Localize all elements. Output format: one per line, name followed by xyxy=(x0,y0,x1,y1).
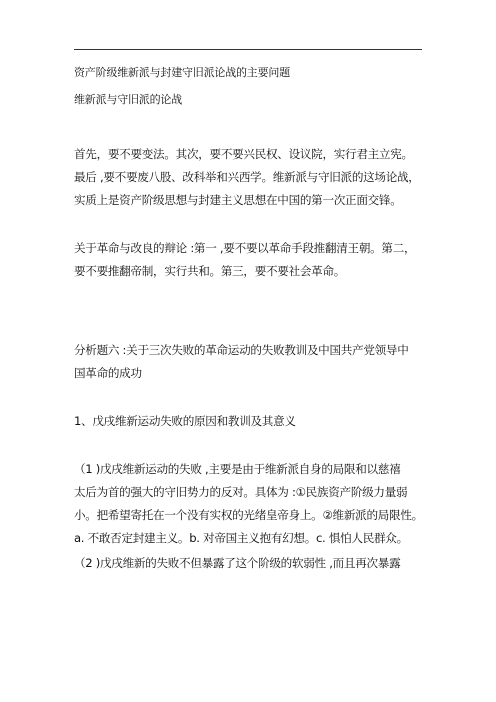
para3-line1: 分析题六 :关于三次失败的革命运动的失败教训及中国共产党领导中 xyxy=(74,343,409,357)
para3-line2: 国革命的成功 xyxy=(74,366,142,380)
header-rule xyxy=(74,49,422,50)
para5-line1: （2 )戊戌维新的失败不但暴露了这个阶级的软弱性 ,而且再次暴露 xyxy=(74,556,401,570)
para4-line4: a. 不敢否定封建主义。b. 对帝国主义抱有幻想。c. 惧怕人民群众。 xyxy=(74,531,408,545)
para4-line3: 小。把希望寄托在一个没有实权的光绪皇帝身上。②维新派的局限性。 xyxy=(74,508,423,522)
para1-line2: 最后 ,要不要废八股、改科举和兴西学。维新派与守旧派的这场论战， xyxy=(74,170,420,184)
para2-line2: 要不要推翻帝制，实行共和。第三，要不要社会革命。 xyxy=(74,264,346,278)
header-title: 资产阶级维新派与封建守旧派论战的主要问题 xyxy=(74,66,290,79)
para1-line3: 实质上是资产阶级思想与封建主义思想在中国的第一次正面交锋。 xyxy=(74,193,402,207)
para4-line1: （1 )戊戌维新运动的失败 ,主要是由于维新派自身的局限和以慈禧 xyxy=(74,462,401,476)
para1-line1: 首先，要不要变法。其次，要不要兴民权、设议院，实行君主立宪。 xyxy=(74,147,413,161)
para4-line2: 太后为首的强大的守旧势力的反对。具体为 :①民族资产阶级力量弱 xyxy=(74,485,408,499)
section1-heading: 1、戊戌维新运动失败的原因和教训及其意义 xyxy=(74,414,296,428)
para2-line1: 关于革命与改良的辩论 :第一 ,要不要以革命手段推翻清王朝。第二， xyxy=(74,241,416,255)
subtitle: 维新派与守旧派的论战 xyxy=(74,93,182,106)
